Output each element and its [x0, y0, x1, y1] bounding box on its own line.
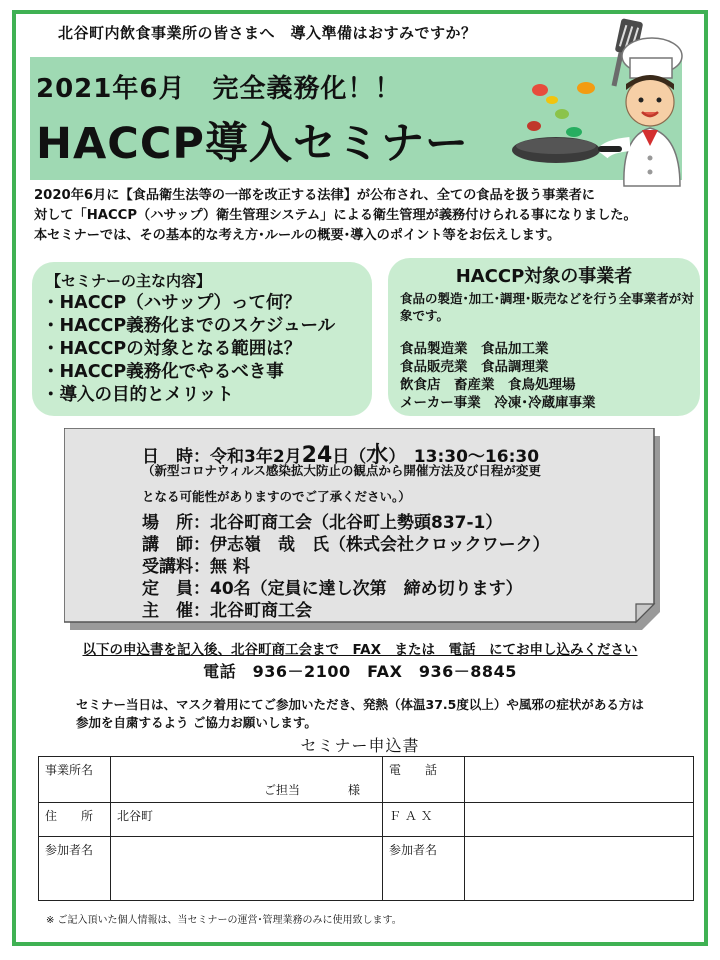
event-venue: 場 所：北谷町商工会（北谷町上勢頭837-1）: [142, 513, 503, 533]
event-host: 主 催：北谷町商工会: [142, 601, 312, 621]
application-form: [38, 756, 694, 901]
date-time: ） 13:30〜16:30: [388, 447, 540, 467]
date-day: 24: [301, 443, 333, 468]
event-lecturer: 講 師：伊志嶺 哉 氏（株式会社クロックワーク）: [142, 535, 550, 555]
list-item: ・HACCP義務化までのスケジュール: [42, 316, 336, 336]
fax-label: Ｆ Ａ Ｘ: [383, 803, 465, 837]
phone-field[interactable]: [465, 757, 694, 803]
schedule-note: となる可能性がありますのでご了承ください。）: [142, 489, 411, 504]
banner-seminar-title: HACCP導入セミナー: [36, 119, 469, 169]
attendee-field-2[interactable]: [465, 837, 694, 901]
industry-list: [400, 340, 696, 412]
list-item: ・導入の目的とメリット: [42, 385, 234, 405]
application-instruction: 以下の申込書を記入後、北谷町商工会まで FAX または 電話 にてお申し込みください: [82, 642, 638, 658]
list-item: 飲食店 畜産業 食鳥処理場: [400, 377, 576, 393]
attendee-label: 参加者名: [39, 837, 111, 901]
company-field[interactable]: [111, 757, 383, 803]
notice-line: セミナー当日は、マスク着用にてご参加いただき、発熱（体温37.5度以上）や風邪の症状がある方は: [76, 697, 644, 712]
contents-title: 【セミナーの主な内容】: [46, 272, 212, 290]
schedule-note: （新型コロナウィルス感染拡大防止の観点から開催方法及び日程が変更: [142, 463, 541, 478]
event-fee: 受講料：無 料: [142, 557, 250, 577]
phone-label: 電 話: [383, 757, 465, 803]
chef-illustration: [512, 18, 692, 188]
address-label: 住 所: [39, 803, 111, 837]
address-field[interactable]: 北谷町: [111, 803, 383, 837]
fax-field[interactable]: [465, 803, 694, 837]
date-weekday: 水: [366, 443, 389, 468]
form-title: セミナー申込書: [300, 736, 420, 755]
attendee-label-2: 参加者名: [383, 837, 465, 901]
company-label: 事業所名: [39, 757, 111, 803]
banner-date-heading: 2021年6月 完全義務化！！: [36, 74, 402, 104]
intro-line: 本セミナーでは、その基本的な考え方･ルールの概要･導入のポイント等をお伝えします。: [34, 228, 561, 243]
intro-paragraph: [34, 186, 694, 246]
contents-list: [42, 292, 372, 407]
target-description: 食品の製造･加工･調理･販売などを行う全事業者が対象です。: [400, 291, 694, 323]
list-item: ・HACCP義務化でやるべき事: [42, 362, 284, 382]
list-item: ・HACCP（ハサップ）って何？: [42, 293, 302, 313]
date-label: 日 時：: [142, 447, 210, 467]
list-item: メーカー事業 冷凍･冷蔵庫事業: [400, 395, 596, 411]
event-info-box: [64, 428, 660, 630]
health-notice: [76, 696, 696, 732]
list-item: 食品製造業 食品加工業: [400, 341, 549, 357]
notice-line: 参加を自粛するよう ご協力お願いします。: [76, 715, 317, 730]
date-mid: 日（: [332, 447, 367, 467]
contact-numbers: 電話 936－2100 FAX 936－8845: [203, 662, 517, 681]
list-item: ・HACCPの対象となる範囲は？: [42, 339, 302, 359]
list-item: 食品販売業 食品調理業: [400, 359, 549, 375]
event-capacity: 定 員：40名（定員に達し次第 締め切ります）: [142, 579, 523, 599]
intro-line: 対して「HACCP（ハサップ）衛生管理システム」による衛生管理が義務付けられる事になりました。: [34, 208, 637, 223]
date-prefix: 令和3年2月: [210, 447, 302, 467]
privacy-footnote: ※ ご記入頂いた個人情報は、当セミナーの運営･管理業務のみに使用致します。: [46, 915, 402, 926]
target-title: HACCP対象の事業者: [455, 266, 633, 287]
greeting-line: 北谷町内飲食事業所の皆さまへ 導入準備はおすみですか？: [58, 24, 477, 42]
attendee-field[interactable]: [111, 837, 383, 901]
intro-line: 2020年6月に【食品衛生法等の一部を改正する法律】が公布され、全ての食品を扱う事業者に: [34, 188, 595, 203]
contact-person-label: ご担当 様: [263, 783, 360, 797]
